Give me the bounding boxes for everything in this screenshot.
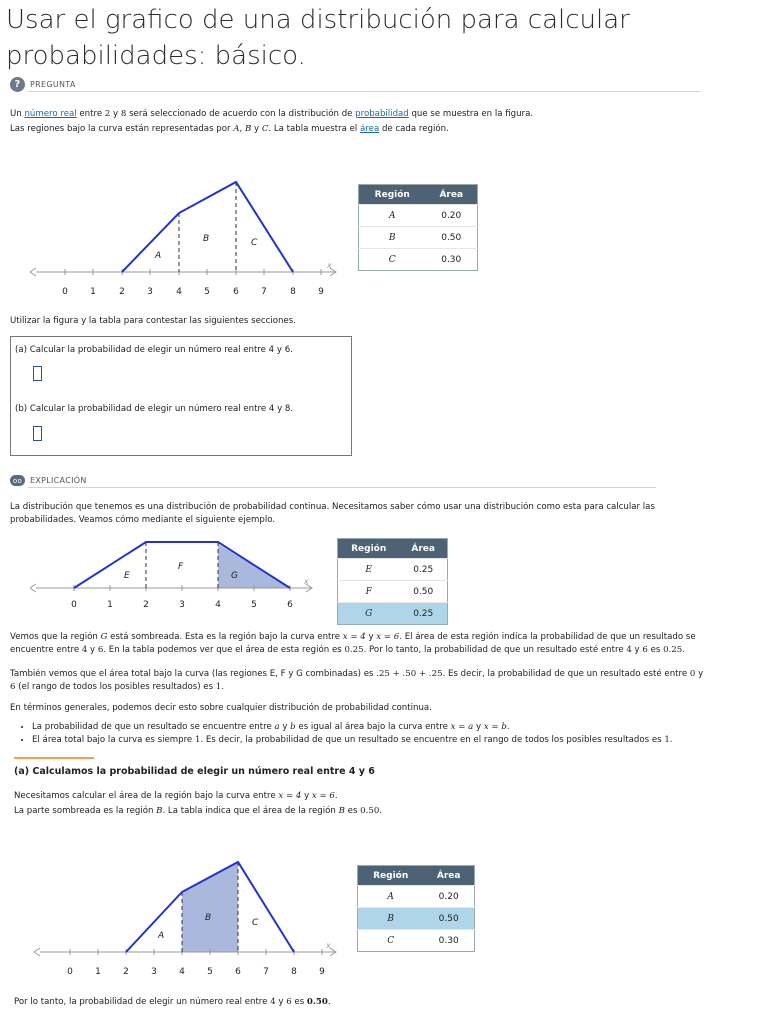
question-icon: ? [10,77,25,92]
tick-label: 8 [290,287,296,297]
part-b-prompt: (b) Calcular la probabilidad de elegir un número real entre 4 y 8. [15,404,294,414]
tick-label: 7 [263,967,269,977]
table-row: C 0.30 [358,930,475,952]
question-header-label: PREGUNTA [30,80,76,89]
example-graph [30,532,330,612]
region-label-c: C [252,918,259,928]
question-intro-2: Las regiones bajo la curva están representadas por A, B y C. La tabla muestra el área de cada región. [10,124,449,134]
tick-label: 6 [287,600,293,610]
tick-label: 3 [151,967,157,977]
tick-label: 3 [179,600,185,610]
tick-label: 1 [90,287,96,297]
question-header [10,77,76,92]
table-row-highlighted: G 0.25 [338,603,448,625]
tick-label: 4 [215,600,221,610]
link-area[interactable]: área [360,124,380,134]
tick-label: 2 [123,967,129,977]
axis-label: x [326,941,331,950]
region-label-e: E [124,571,130,581]
explanation-intro: La distribución que tenemos es una distribución de probabilidad continua. Necesitamos saber cómo usar una distribución como esta para calcular las probabilidades. Veamos cómo mediante el siguiente ejemplo. [10,502,655,525]
tick-label: 3 [147,287,153,297]
tick-label: 4 [179,967,185,977]
orange-divider [14,757,94,759]
part-a-heading: (a) Calculamos la probabilidad de elegir un número real entre 4 y 6 [14,766,375,777]
question-area-table [358,184,478,271]
tick-label: 2 [143,600,149,610]
tick-label: 1 [107,600,113,610]
axis-left-arrow [30,584,36,592]
glasses-icon: oo [10,475,25,486]
table-row: A 0.20 [358,886,475,908]
table-row: F 0.50 [338,581,448,603]
region-label-b: B [205,913,212,923]
solution-graph [34,852,354,982]
question-intro-1: Un número real entre 2 y 8 será seleccionado de acuerdo con la distribución de probabilidad que se muestra en la figura. [10,109,534,119]
table-row: A 0.20 [359,205,478,227]
page-title: Usar el grafico de una distribución para calcular probabilidades: básico. [6,5,630,71]
explanation-bullets [10,721,730,747]
question-graph [30,172,350,302]
table-header: Región [338,539,400,559]
conclusion-text: Por lo tanto, la probabilidad de elegir un número real entre 4 y 6 es 0.50. [14,997,331,1007]
link-numero-real[interactable]: número real [24,109,77,119]
region-label-a: A [155,251,162,261]
table-row: B 0.50 [359,227,478,249]
axis-left-arrow [30,268,36,276]
tick-label: 9 [319,967,325,977]
example-area-table [337,538,448,625]
table-header: Área [425,185,477,205]
tick-label: 8 [291,967,297,977]
region-label-b: B [203,234,210,244]
table-header: Región [358,866,424,886]
part-a-answer-input[interactable] [33,366,42,381]
solution-area-table [357,865,475,952]
tick-label: 2 [119,287,125,297]
part-a-paragraph-2: La parte sombreada es la región B. La tabla indica que el área de la región B es 0.50. [14,806,383,816]
table-row: E 0.25 [338,559,448,581]
tick-label: 0 [67,967,73,977]
instruction-text: Utilizar la figura y la tabla para contestar las siguientes secciones. [10,316,296,326]
tick-label: 5 [207,967,213,977]
part-a-paragraph-1: Necesitamos calcular el área de la región bajo la curva entre x = 4 y x = 6. [14,791,338,801]
tick-label: 7 [261,287,267,297]
tick-label: 0 [62,287,68,297]
table-header: Área [423,866,474,886]
explanation-rule [28,487,656,488]
region-label-a: A [158,931,165,941]
table-header: Área [399,539,447,559]
axis-label: x [327,261,332,270]
tick-label: 6 [233,287,239,297]
list-item: • La probabilidad de que un resultado se encuentre entre a y b es igual al área bajo la curva entre x = a y x = b. [32,721,730,734]
tick-label: 4 [176,287,182,297]
region-label-c: C [251,238,258,248]
answer-box [10,336,352,456]
table-header: Región [359,185,426,205]
list-item: • El área total bajo la curva es siempre 1. Es decir, la probabilidad de que un resultado se encuentre en el rango de todos los posibles resultados es 1. [32,734,730,747]
explanation-paragraph-1: Vemos que la región G está sombreada. Esta es la región bajo la curva entre x = 4 y x = 6. El área de esta región indica la probabilidad de que un resultado se encuentre entre 4 y 6. En la tabla podemos ver que el área de esta región es 0.25. Por lo tanto, la probabilidad de que un resultado esté entre 4 y 6 es 0.25. [10,632,696,655]
region-label-f: F [178,562,184,572]
density-curve [122,182,293,272]
explanation-header-label: EXPLICACIÓN [30,476,87,485]
explanation-paragraph-3: En términos generales, podemos decir esto sobre cualquier distribución de probabilidad continua. [10,703,432,713]
link-probabilidad[interactable]: probabilidad [355,109,409,119]
tick-label: 0 [71,600,77,610]
tick-label: 9 [318,287,324,297]
question-rule [28,91,700,92]
explanation-paragraph-2: También vemos que el área total bajo la curva (las regiones E, F y G combinadas) es .25 + .50 + .25. Es decir, la probabilidad de que un resultado esté entre 0 y 6 (el rango de todos los posibles resultados) es 1. [10,669,704,692]
shaded-region-b [182,862,238,952]
axis-label: x [304,577,309,586]
table-row-highlighted: B 0.50 [358,908,475,930]
part-b-answer-input[interactable] [33,426,42,441]
tick-label: 1 [95,967,101,977]
tick-label: 5 [251,600,257,610]
explanation-header [10,475,87,486]
part-a-prompt: (a) Calcular la probabilidad de elegir un número real entre 4 y 6. [15,345,293,355]
tick-label: 6 [235,967,241,977]
table-row: C 0.30 [359,249,478,271]
tick-label: 5 [204,287,210,297]
axis-left-arrow [34,948,40,956]
region-label-g: G [231,571,238,581]
